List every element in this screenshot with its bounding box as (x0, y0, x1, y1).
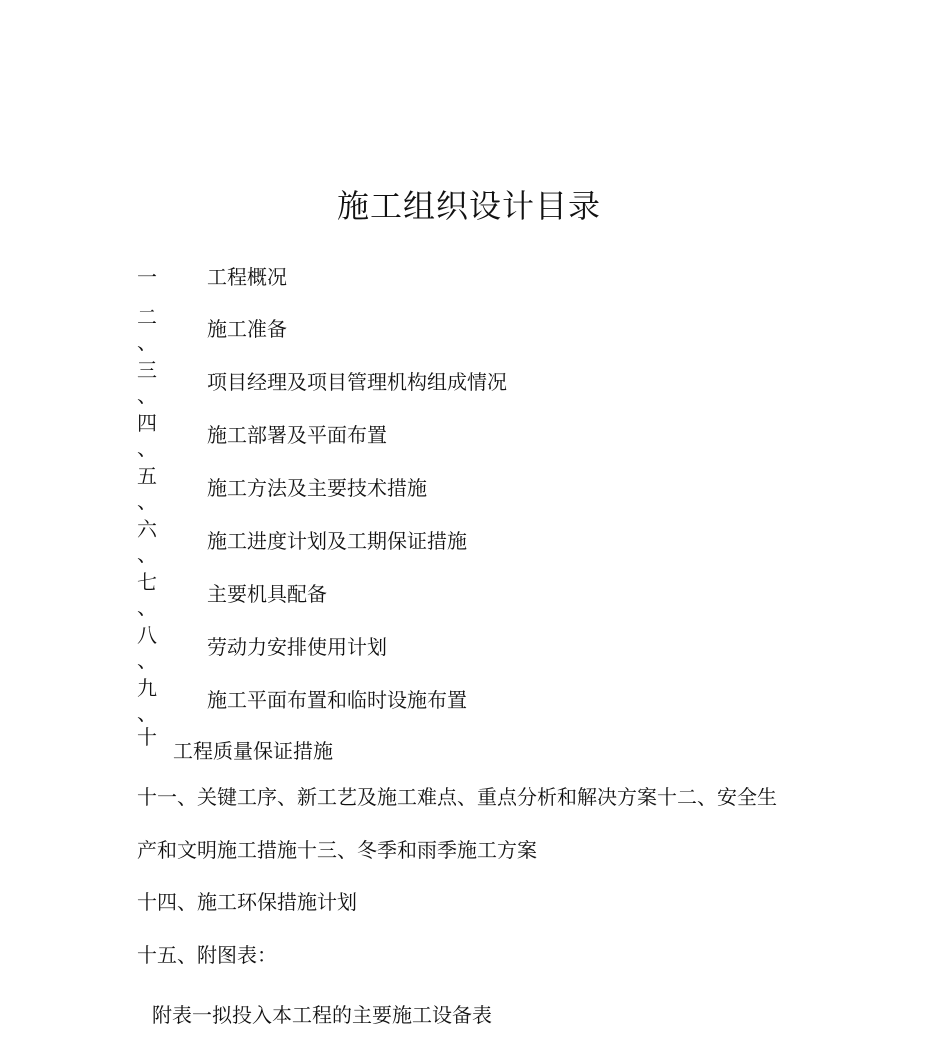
toc-item-label: 工程质量保证措施 (173, 739, 333, 763)
toc-item-comma: 、 (137, 489, 157, 513)
toc-item-label: 施工部署及平面布置 (207, 423, 387, 447)
toc-item-label: 劳动力安排使用计划 (207, 635, 387, 659)
toc-item-number: 三 (137, 358, 157, 382)
toc-item-comma: 、 (137, 701, 157, 725)
toc-paragraph-line: 产和文明施工措施十三、冬季和雨季施工方案 (137, 838, 537, 862)
document-title: 施工组织设计目录 (336, 187, 601, 225)
toc-item-number: 六 (137, 517, 157, 541)
toc-item-label: 项目经理及项目管理机构组成情况 (207, 370, 507, 394)
toc-item-number: 九 (137, 676, 157, 700)
toc-item-label: 工程概况 (207, 265, 287, 289)
toc-item-number: 七 (137, 570, 157, 594)
toc-item-label: 施工进度计划及工期保证措施 (207, 529, 467, 553)
toc-item-number: 二 (137, 305, 157, 329)
toc-item-number: 十 (137, 725, 157, 749)
toc-item-label: 施工平面布置和临时设施布置 (207, 688, 467, 712)
toc-item-comma: 、 (137, 330, 157, 354)
toc-item-label: 主要机具配备 (207, 582, 327, 606)
toc-item-label: 施工方法及主要技术措施 (207, 476, 427, 500)
toc-item-comma: 、 (137, 542, 157, 566)
toc-item-number: 八 (137, 623, 157, 647)
toc-line: 十四、施工环保措施计划 (137, 890, 357, 914)
toc-item-comma: 、 (137, 436, 157, 460)
toc-item-comma: 、 (137, 595, 157, 619)
toc-item-number: 五 (137, 464, 157, 488)
toc-line: 十五、附图表： (137, 943, 277, 967)
toc-item-comma: 、 (137, 648, 157, 672)
toc-item-comma: 、 (137, 383, 157, 407)
toc-item-label: 施工准备 (207, 317, 287, 341)
toc-item-number: 一 (137, 265, 157, 289)
toc-paragraph-line: 十一、关键工序、新工艺及施工难点、重点分析和解决方案十二、安全生 (137, 785, 777, 809)
appendix-line: 附表一拟投入本工程的主要施工设备表 (152, 1003, 492, 1027)
toc-item-number: 四 (137, 411, 157, 435)
